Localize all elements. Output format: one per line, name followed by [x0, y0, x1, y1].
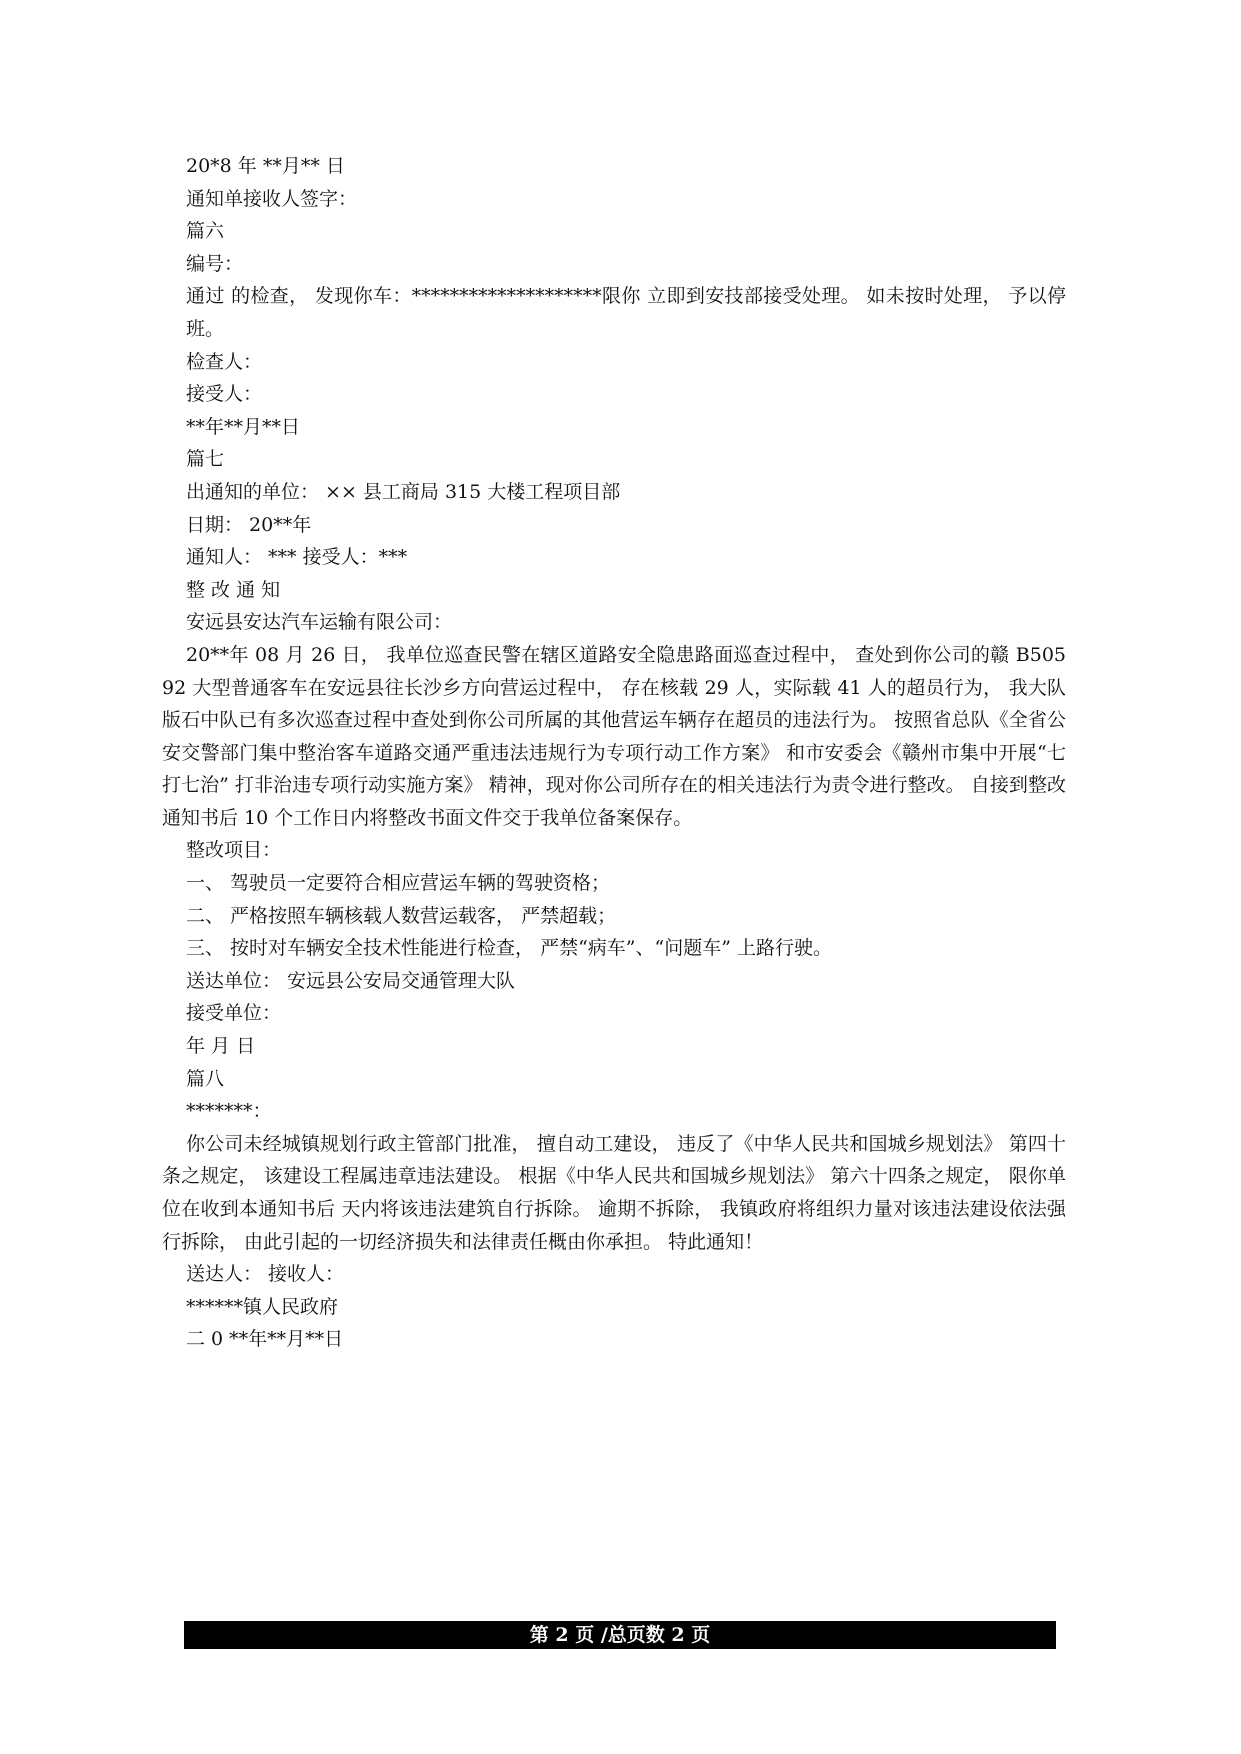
addressee-line: *******： — [186, 1100, 272, 1123]
inspection-paragraph: 通过 的检查， 发现你车：********************限你 立即到安技部接受处理。 如未按时处理， 予以停班。 — [186, 285, 1066, 340]
rectification-title: 整 改 通 知 — [186, 578, 281, 601]
section-heading-7: 篇七 — [186, 448, 225, 471]
rectification-items-label: 整改项目： — [186, 839, 282, 862]
rectification-paragraph: 20**年 08 月 26 日， 我单位巡查民警在辖区道路安全隐患路面巡查过程中， 查处到你公司的赣 B50592 大型普通客车在安远县往长沙乡方向营运过程中， 存在核载 29 人，实际载 41 人的超员行为， 我大队版石中队已有多次巡查过程中查处到你公司所属的其他营运车辆存在超员的违法行为。 按照省总队《全省公安交警部门集中整治客车道路交通严重违法违规行为专项行动工作方案》 和市安委会《赣州市集中开展“七打七治” 打非治违专项行动实施方案》 精神，现对你公司所存在的相关违法行为责令进行整改。 自接到整改通知书后 10 个工作日内将整改书面文件交于我单位备案保存。 — [162, 643, 1066, 829]
rectification-item-1: 一、 驾驶员一定要符合相应营运车辆的驾驶资格； — [186, 872, 611, 895]
final-date-line: 二 0 **年**月**日 — [186, 1328, 344, 1351]
delivering-unit-line: 送达单位： 安远县公安局交通管理大队 — [186, 969, 516, 992]
issuing-unit-line: 出通知的单位： ×× 县工商局 315 大楼工程项目部 — [186, 480, 621, 503]
rectification-item-2: 二、 严格按照车辆核载人数营运载客， 严禁超载； — [186, 904, 617, 927]
date-placeholder: **年**月**日 — [186, 415, 301, 438]
receiving-unit-line: 接受单位： — [186, 1002, 282, 1025]
notifier-line: 通知人： *** 接受人：*** — [186, 546, 408, 569]
page-number-label: 第 2 页 /总页数 2 页 — [529, 1624, 711, 1646]
town-government-line: ******镇人民政府 — [186, 1295, 339, 1318]
date-blank-line: 年 月 日 — [186, 1035, 256, 1058]
acceptor-label: 接受人： — [186, 383, 263, 406]
section-heading-6: 篇六 — [186, 220, 225, 243]
receiver-signature-label: 通知单接收人签字： — [186, 187, 358, 210]
document-body — [162, 150, 1066, 1356]
recipient-company: 安远县安达汽车运输有限公司： — [186, 611, 453, 634]
page-footer — [184, 1621, 1056, 1649]
inspector-label: 检查人： — [186, 350, 263, 373]
date-line-2: 日期： 20**年 — [186, 513, 312, 536]
demolition-paragraph: 你公司未经城镇规划行政主管部门批准， 擅自动工建设， 违反了《中华人民共和国城乡规划法》 第四十条之规定， 该建设工程属违章违法建设。 根据《中华人民共和国城乡规划法》 第六十四条之规定， 限你单位在收到本通知书后 天内将该违法建筑自行拆除。 逾期不拆除， 我镇政府将组织力量对该违法建设依法强行拆除， 由此引起的一切经济损失和法律责任概由你承担。 特此通知！ — [162, 1132, 1066, 1253]
serial-number-label: 编号： — [186, 252, 244, 275]
rectification-item-3: 三、 按时对车辆安全技术性能进行检查， 严禁“病车”、“问题车” 上路行驶。 — [186, 937, 832, 960]
section-heading-8: 篇八 — [186, 1067, 225, 1090]
date-line: 20*8 年 **月** 日 — [186, 155, 345, 177]
sender-receiver-line: 送达人： 接收人： — [186, 1263, 345, 1286]
